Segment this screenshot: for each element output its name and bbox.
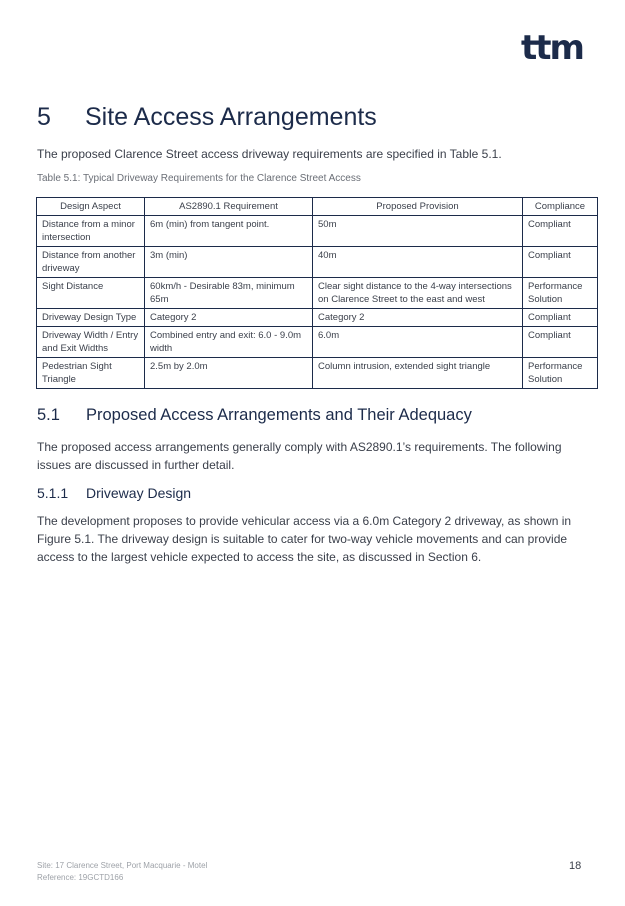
- subsection-heading: [37, 404, 472, 426]
- table-cell: Category 2: [313, 309, 523, 327]
- table-caption: Table 5.1: Typical Driveway Requirements for the Clarence Street Access: [37, 173, 361, 184]
- table-cell: Compliant: [523, 327, 598, 358]
- driveway-requirements-table: [36, 197, 598, 389]
- company-logo: ttm: [521, 28, 583, 68]
- section-title: Site Access Arrangements: [85, 103, 377, 131]
- table-cell: Category 2: [145, 309, 313, 327]
- table-header-cell: Compliance: [523, 198, 598, 216]
- subsubsection-number: 5.1.1: [37, 485, 69, 501]
- table-cell: Clear sight distance to the 4-way intersections on Clarence Street to the east and west: [313, 278, 523, 309]
- table-cell: Pedestrian Sight Triangle: [37, 358, 145, 389]
- table-cell: 40m: [313, 247, 523, 278]
- subsubsection-title: Driveway Design: [86, 485, 192, 501]
- table-row: [37, 278, 598, 309]
- table-cell: 60km/h - Desirable 83m, minimum 65m: [145, 278, 313, 309]
- footer-reference: Reference: 19GCTD166: [37, 873, 124, 882]
- table-cell: 6.0m: [313, 327, 523, 358]
- table-cell: Combined entry and exit: 6.0 - 9.0m width: [145, 327, 313, 358]
- table-cell: 50m: [313, 216, 523, 247]
- table-cell: Distance from another driveway: [37, 247, 145, 278]
- table-row: [37, 247, 598, 278]
- subsubsection-heading: [37, 483, 191, 503]
- page-footer: [37, 860, 207, 884]
- table-cell: Compliant: [523, 309, 598, 327]
- table-cell: Distance from a minor intersection: [37, 216, 145, 247]
- subsection-title: Proposed Access Arrangements and Their Adequacy: [86, 406, 472, 424]
- table-cell: Compliant: [523, 216, 598, 247]
- subsubsection-paragraph: The development proposes to provide vehicular access via a 6.0m Category 2 driveway, as shown in Figure 5.1. The driveway design is suitable to cater for two-way vehicle movements and can provide access to the largest vehicle expected to access the site, as discussed in Section 6.: [37, 514, 572, 564]
- section-heading: [37, 101, 377, 133]
- table-cell: Driveway Design Type: [37, 309, 145, 327]
- table-row: [37, 327, 598, 358]
- table-cell: 2.5m by 2.0m: [145, 358, 313, 389]
- table-header-cell: Design Aspect: [37, 198, 145, 216]
- table-row: [37, 216, 598, 247]
- subsection-paragraph: The proposed access arrangements generally comply with AS2890.1’s requirements. The following issues are discussed in further detail.: [37, 440, 562, 472]
- table-header-cell: Proposed Provision: [313, 198, 523, 216]
- table-cell: Performance Solution: [523, 278, 598, 309]
- footer-site: Site: 17 Clarence Street, Port Macquarie - Motel: [37, 861, 208, 870]
- intro-paragraph: The proposed Clarence Street access driveway requirements are specified in Table 5.1.: [37, 147, 502, 161]
- subsection-number: 5.1: [37, 406, 60, 424]
- table-row: [37, 309, 598, 327]
- table-cell: Performance Solution: [523, 358, 598, 389]
- table-row: [37, 358, 598, 389]
- table-cell: Driveway Width / Entry and Exit Widths: [37, 327, 145, 358]
- table-cell: Sight Distance: [37, 278, 145, 309]
- table-cell: Compliant: [523, 247, 598, 278]
- table-cell: Column intrusion, extended sight triangle: [313, 358, 523, 389]
- table-cell: 3m (min): [145, 247, 313, 278]
- page-number: 18: [569, 860, 582, 872]
- table-header-cell: AS2890.1 Requirement: [145, 198, 313, 216]
- table-header-row: [37, 198, 598, 216]
- section-number: 5: [37, 103, 51, 131]
- table-cell: 6m (min) from tangent point.: [145, 216, 313, 247]
